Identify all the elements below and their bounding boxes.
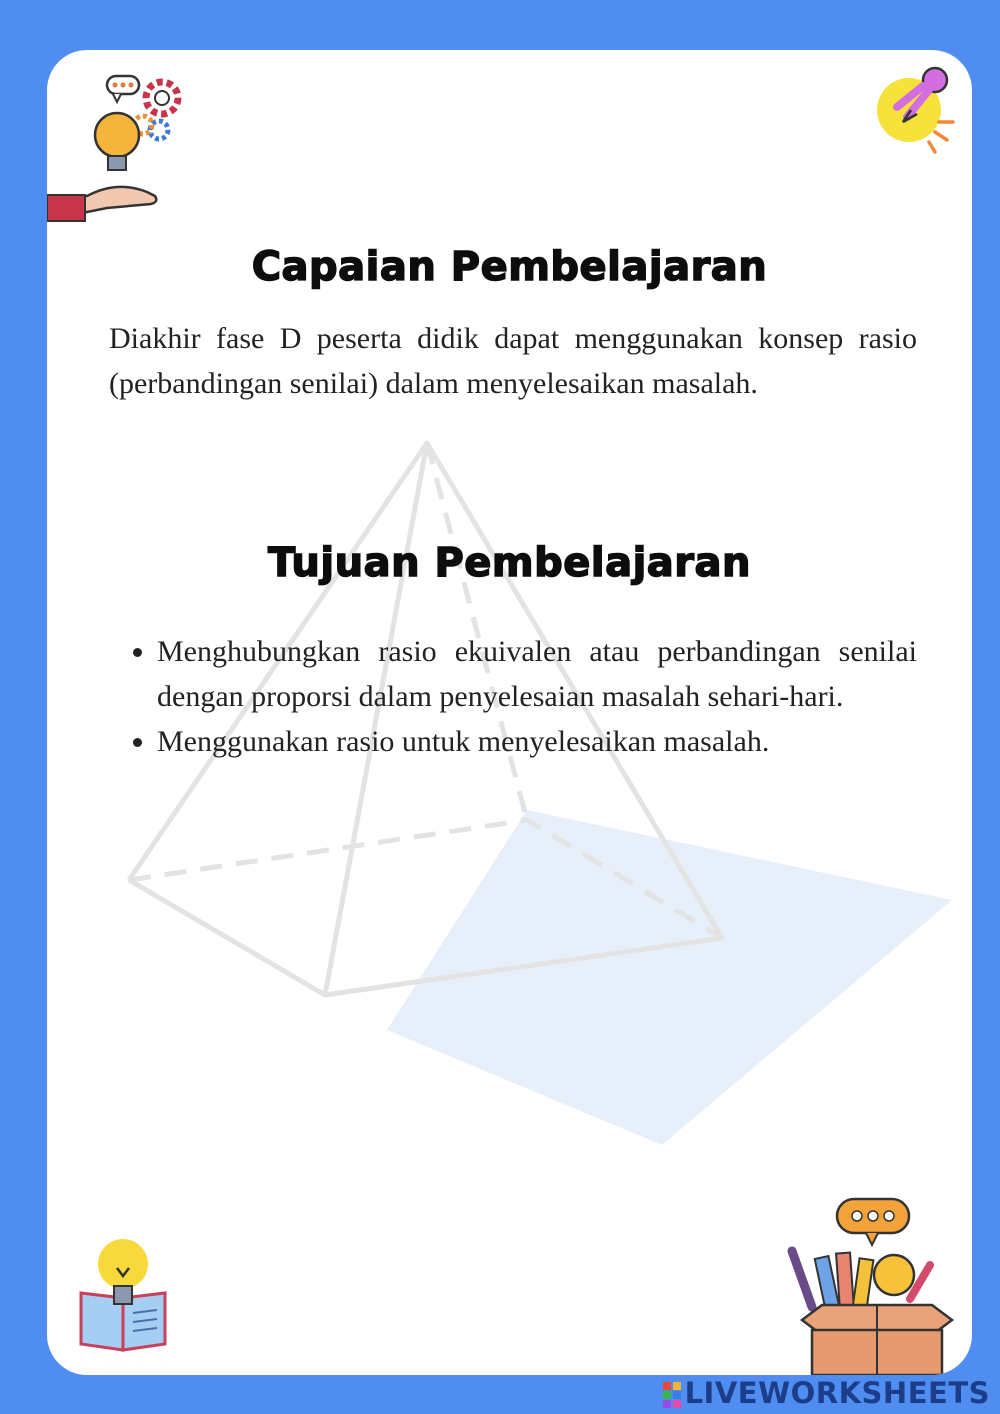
hand-bulb-gears-icon [47,70,187,230]
list-item: • Menghubungkan rasio ekuivalen atau perbandingan senilai dengan proporsi dalam penyelesaian masalah sehari-hari. [157,629,917,719]
liveworksheets-mark-icon [663,1382,681,1408]
worksheet-card [47,50,972,1375]
tujuan-list [109,629,917,764]
capaian-paragraph: Diakhir fase D peserta didik dapat menggunakan konsep rasio (perbandingan senilai) dalam menyelesaikan masalah. [109,322,917,400]
section-title-capaian: Capaian Pembelajaran [251,244,768,290]
watermark-text: LIVEWORKSHEETS [684,1376,990,1410]
art-box-icon [782,1195,972,1375]
lightbulb-icon [867,62,967,162]
book-bulb-icon [77,1238,177,1358]
liveworksheets-logo[interactable] [663,1376,990,1410]
list-item: • Menggunakan rasio untuk menyelesaikan masalah. [157,719,917,764]
section-title-tujuan: Tujuan Pembelajaran [268,540,751,586]
